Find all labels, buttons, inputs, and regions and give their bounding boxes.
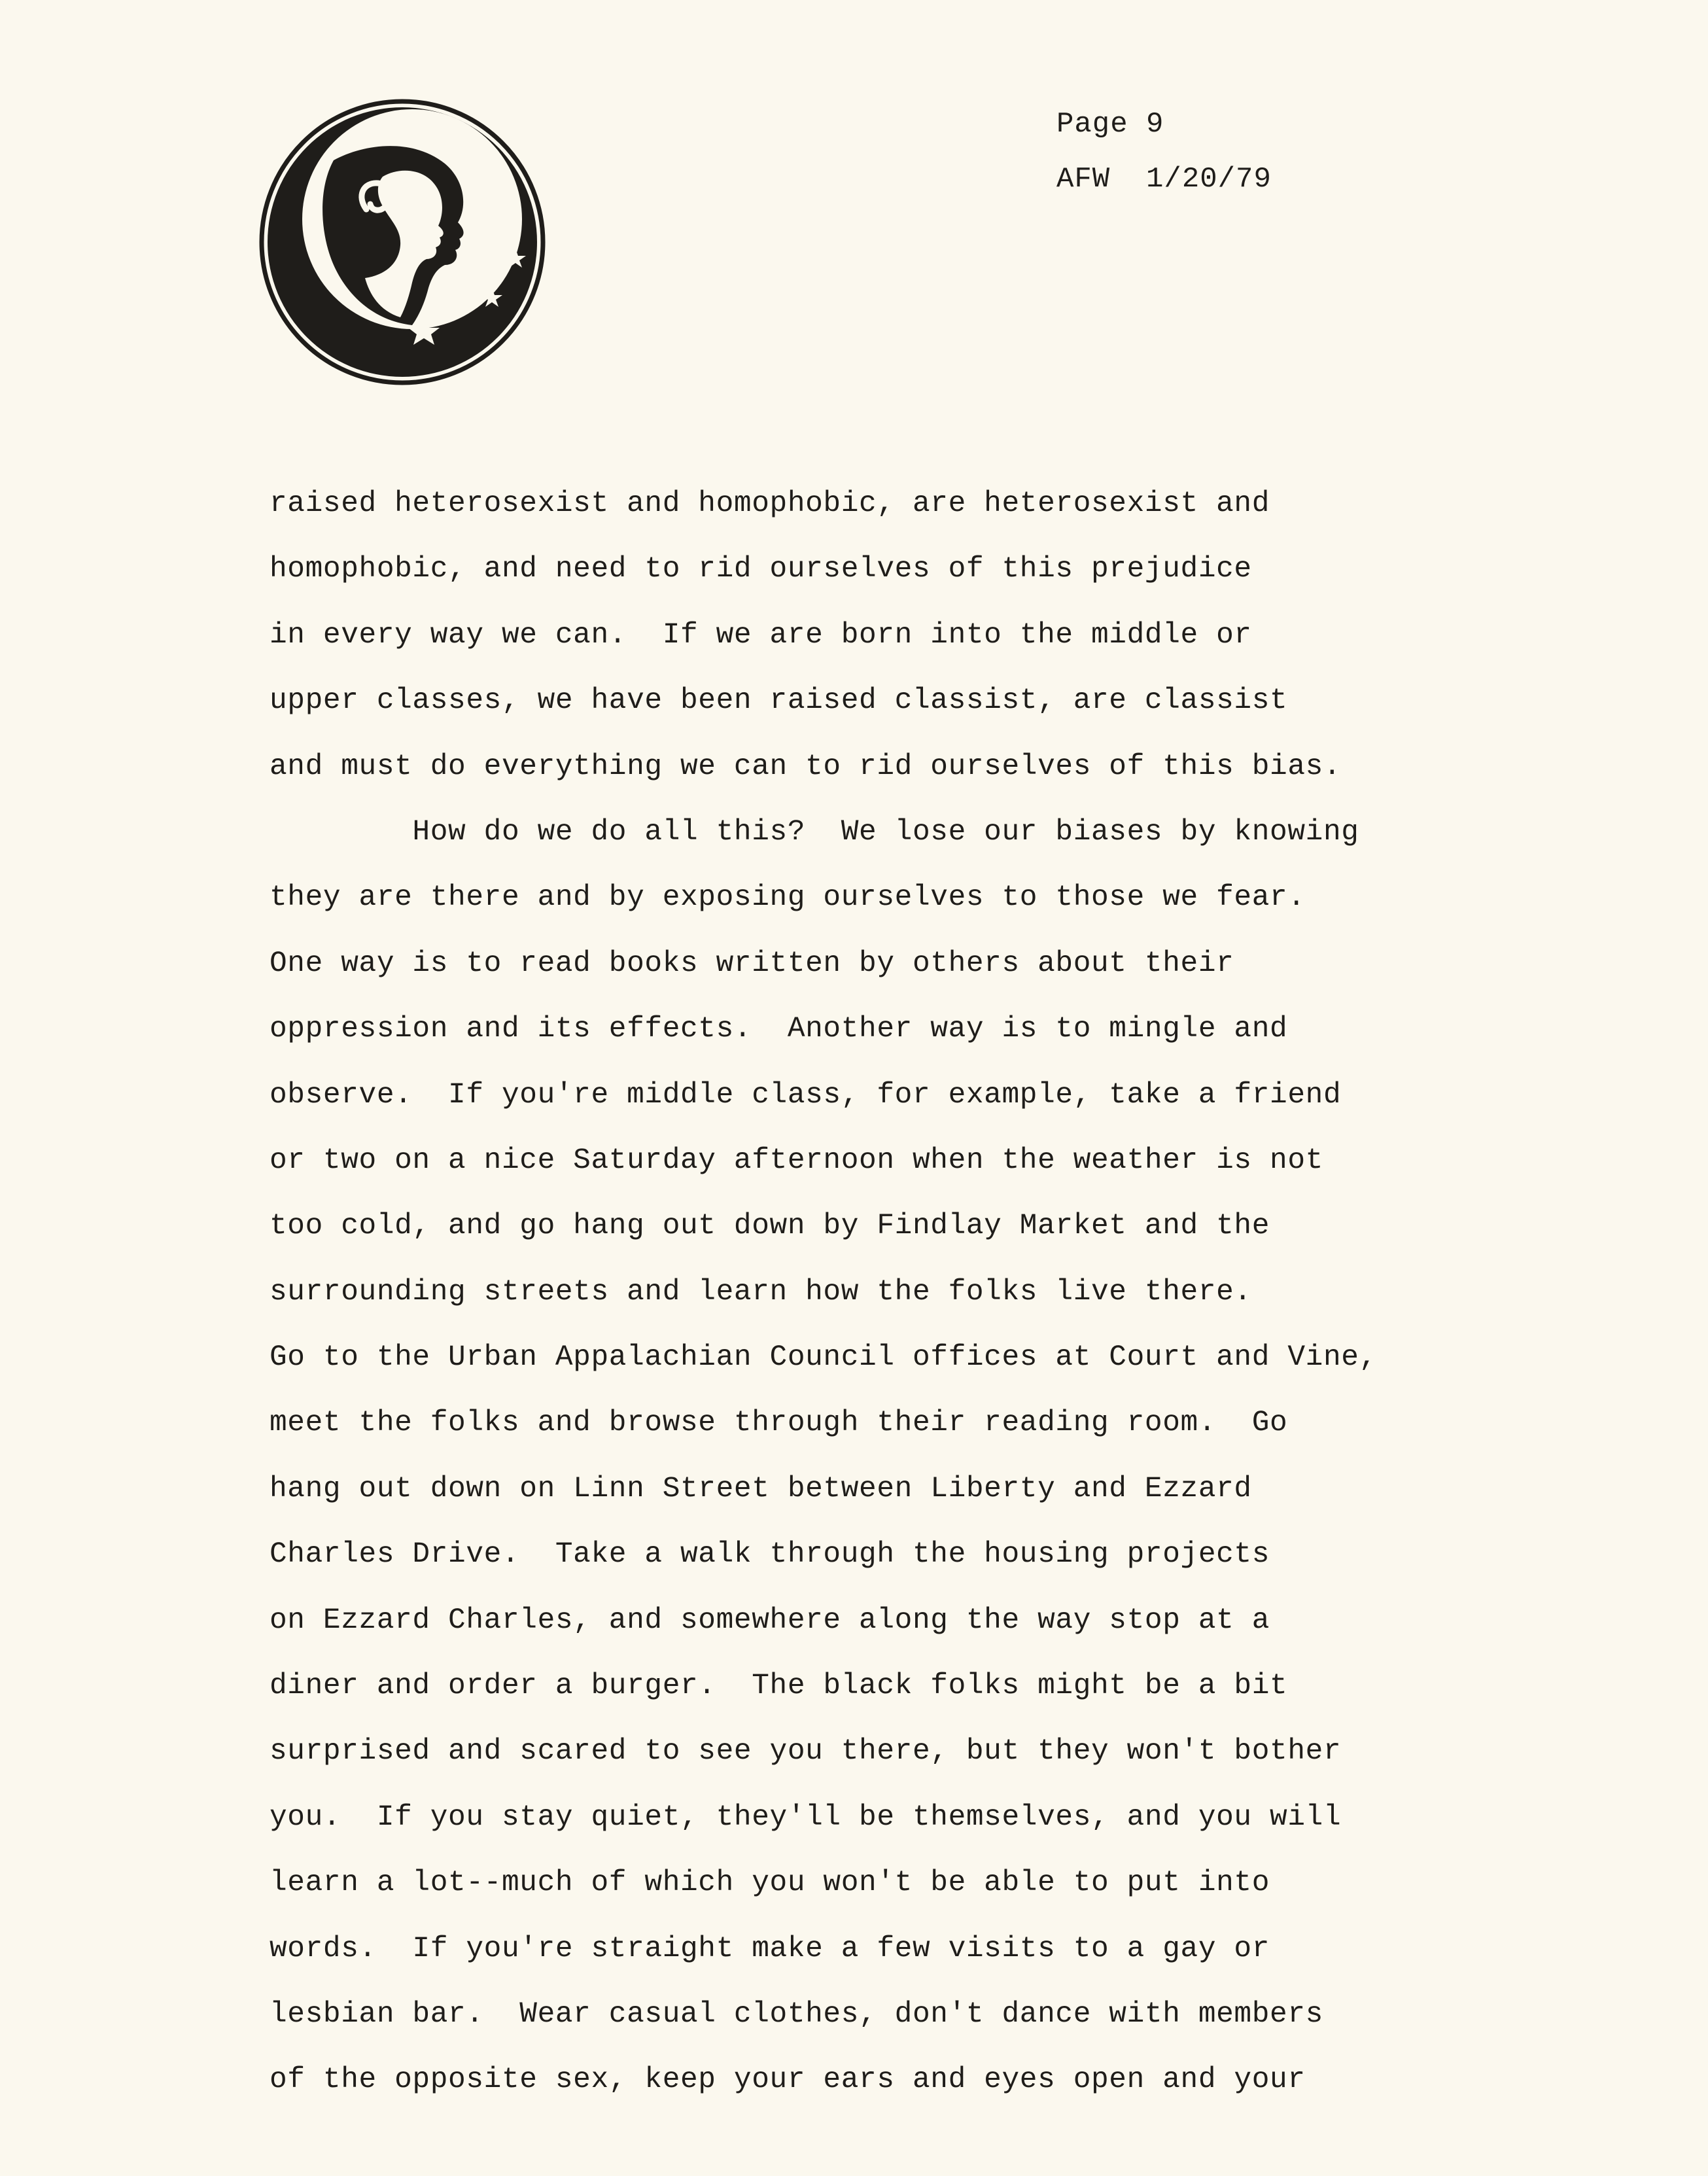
document-reference: AFW 1/20/79	[1056, 163, 1272, 196]
text-line: observe. If you're middle class, for example, take a friend	[270, 1078, 1342, 1112]
text-line: How do we do all this? We lose our biases by knowing	[270, 815, 1359, 849]
text-line: raised heterosexist and homophobic, are heterosexist and	[270, 487, 1270, 520]
body-text	[270, 478, 1512, 2120]
text-line: diner and order a burger. The black folks might be a bit	[270, 1670, 1288, 1703]
page-number: Page 9	[1056, 108, 1164, 141]
text-line: upper classes, we have been raised classist, are classist	[270, 684, 1288, 718]
text-line: too cold, and go hang out down by Findlay Market and the	[270, 1210, 1270, 1243]
text-line: they are there and by exposing ourselves to those we fear.	[270, 881, 1306, 915]
text-line: meet the folks and browse through their reading room. Go	[270, 1407, 1288, 1440]
text-line: oppression and its effects. Another way is to mingle and	[270, 1013, 1288, 1046]
text-line: surprised and scared to see you there, but they won't bother	[270, 1735, 1342, 1768]
text-line: of the opposite sex, keep your ears and eyes open and your	[270, 2063, 1306, 2097]
text-line: in every way we can. If we are born into the middle or	[270, 618, 1252, 652]
text-line: learn a lot--much of which you won't be able to put into	[270, 1867, 1270, 1900]
text-line: words. If you're straight make a few visits to a gay or	[270, 1932, 1270, 1965]
text-line: lesbian bar. Wear casual clothes, don't dance with members	[270, 1997, 1323, 2031]
text-line: surrounding streets and learn how the folks live there.	[270, 1275, 1252, 1308]
text-line: hang out down on Linn Street between Liberty and Ezzard	[270, 1472, 1252, 1505]
text-line: you. If you stay quiet, they'll be themselves, and you will	[270, 1800, 1342, 1834]
moon-woman-logo-icon	[249, 98, 556, 386]
text-line: One way is to read books written by others about their	[270, 947, 1234, 980]
text-line: or two on a nice Saturday afternoon when the weather is not	[270, 1144, 1323, 1177]
text-line: Charles Drive. Take a walk through the housing projects	[270, 1538, 1270, 1571]
text-line: homophobic, and need to rid ourselves of this prejudice	[270, 553, 1252, 586]
text-line: on Ezzard Charles, and somewhere along the way stop at a	[270, 1604, 1270, 1637]
text-line: and must do everything we can to rid ourselves of this bias.	[270, 750, 1342, 783]
text-line: Go to the Urban Appalachian Council offices at Court and Vine,	[270, 1341, 1377, 1375]
page-header	[1056, 97, 1272, 207]
